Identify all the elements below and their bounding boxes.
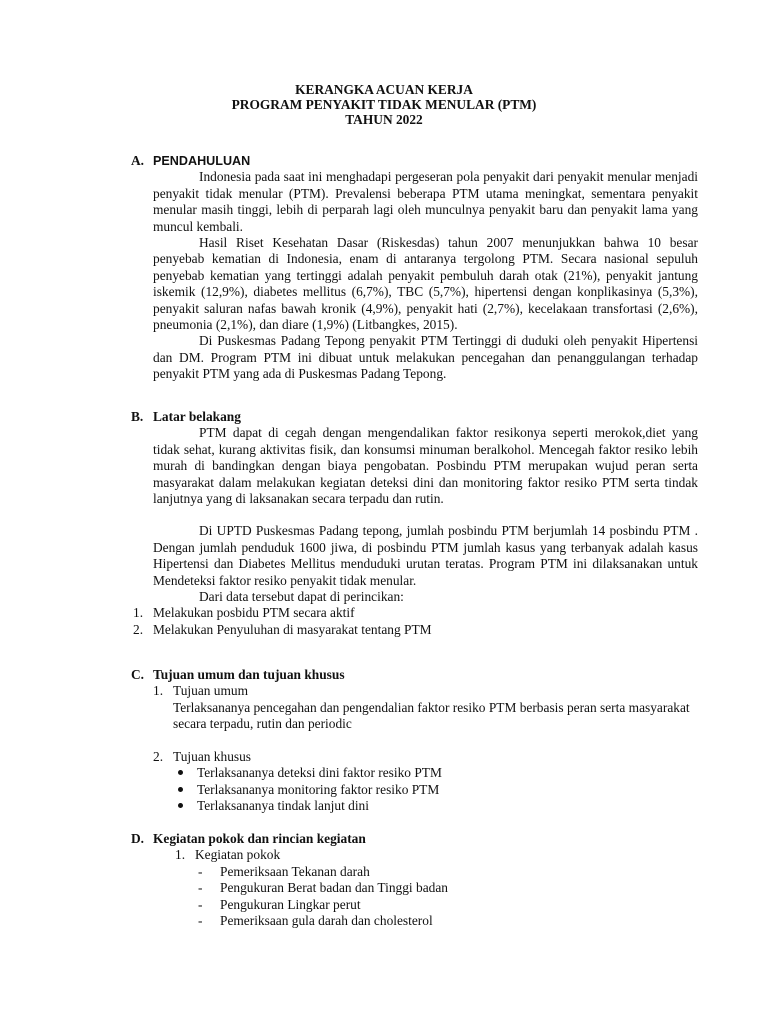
list-text: Kegiatan pokok (195, 847, 281, 863)
section-heading (133, 409, 698, 425)
list-item (133, 622, 698, 638)
dash-item (153, 864, 698, 880)
section-letter: C. (131, 667, 145, 682)
section-title: Kegiatan pokok dan rincian kegiatan (153, 831, 366, 846)
dash-item (153, 913, 698, 929)
list-number: 1. (153, 683, 164, 699)
title-line-3: TAHUN 2022 (345, 112, 423, 127)
section-pendahuluan (133, 153, 698, 383)
list-number: 1. (133, 605, 144, 621)
bullet-item (153, 798, 698, 815)
paragraph: PTM dapat di cegah dengan mengendalikan faktor resikonya seperti merokok,diet yang tidak sehat, kurang aktivitas fisik, dan konsumsi minuman beralkohol. Mencegah faktor resiko lebih murah di bandingkan dengan biaya pengobatan. Posbindu PTM merupakan wujud peran serta masyarakat dalam melakukan kegiatan deteksi dini dan monitoring faktor resiko PTM serta tindak lanjutnya yang di laksanakan secara terpadu dan rutin. (153, 425, 698, 507)
dash-item (153, 880, 698, 896)
paragraph: Di Puskesmas Padang Tepong penyakit PTM Tertinggi di duduki oleh penyakit Hipertensi dan DM. Program PTM ini dibuat untuk melakukan pencegahan dan penanggulangan terhadap penyakit PTM yang ada di Puskesmas Padang Tepong. (153, 333, 698, 382)
section-kegiatan (133, 831, 698, 929)
list-item (153, 749, 698, 765)
dash-marker: - (198, 912, 203, 928)
section-letter: A. (131, 153, 145, 168)
list-text: Melakukan posbidu PTM secara aktif (153, 605, 355, 621)
section-latar-belakang (133, 409, 698, 638)
bullet-text: Terlaksananya monitoring faktor resiko PTM (197, 781, 440, 797)
section-tujuan (133, 667, 698, 815)
title-line-2: PROGRAM PENYAKIT TIDAK MENULAR (PTM) (231, 97, 537, 112)
section-title: Tujuan umum dan tujuan khusus (153, 667, 345, 682)
paragraph: Indonesia pada saat ini menghadapi pergeseran pola penyakit dari penyakit menular menjadi penyakit tidak menular (PTM). Prevalensi beberapa PTM utama meningkat, sementara penyakit menular masih tinggi, lebih di perparah lagi oleh munculnya penyakit baru dan penyakit lama yang muncul kembali. (153, 169, 698, 234)
bullet-text: Terlaksananya deteksi dini faktor resiko PTM (197, 764, 442, 780)
dash-text: Pemeriksaan gula darah dan cholesterol (220, 912, 433, 928)
list-text: Melakukan Penyuluhan di masyarakat tentang PTM (153, 621, 432, 637)
bullet-text: Terlaksananya tindak lanjut dini (197, 798, 369, 814)
document-title (0, 82, 768, 127)
list-item (133, 605, 698, 621)
dash-item (153, 897, 698, 913)
list-number: 1. (175, 847, 186, 863)
list-text: Tujuan khusus (173, 748, 252, 764)
section-heading (133, 831, 698, 847)
dash-marker: - (198, 880, 203, 896)
list-number: 2. (133, 621, 144, 637)
dash-marker: - (198, 863, 203, 879)
bullet-icon (178, 803, 183, 808)
section-letter: D. (131, 831, 145, 846)
bullet-item (153, 765, 698, 782)
bullet-item (153, 782, 698, 799)
list-text: Tujuan umum (173, 683, 249, 699)
dash-text: Pengukuran Berat badan dan Tinggi badan (220, 880, 448, 896)
dash-text: Pemeriksaan Tekanan darah (220, 863, 370, 879)
title-line-1: KERANGKA ACUAN KERJA (295, 82, 473, 97)
paragraph: Di UPTD Puskesmas Padang tepong, jumlah posbindu PTM berjumlah 14 posbindu PTM . Dengan jumlah penduduk 1600 jiwa, di posbindu PTM jumlah kasus yang terbanyak adalah kasus Hipertensi dan Diabetes Mellitus menduduki urutan teratas. Program PTM ini dilaksanakan untuk Mendeteksi faktor resiko penyakit tidak menular. (153, 523, 698, 588)
section-title: Latar belakang (153, 409, 241, 424)
section-heading (133, 153, 698, 169)
bullet-icon (178, 770, 183, 775)
list-item (153, 683, 698, 699)
section-letter: B. (131, 409, 144, 424)
list-number: 2. (153, 748, 164, 764)
bullet-icon (178, 787, 183, 792)
dash-text: Pengukuran Lingkar perut (220, 896, 361, 912)
list-item (175, 847, 698, 863)
paragraph: Dari data tersebut dapat di perincikan: (199, 589, 404, 605)
tujuan-umum-text: Terlaksananya pencegahan dan pengendalian faktor resiko PTM berbasis peran serta masyarakat secara terpadu, rutin dan periodic (173, 699, 690, 732)
paragraph: Hasil Riset Kesehatan Dasar (Riskesdas) tahun 2007 menunjukkan bahwa 10 besar penyebab kematian di Indonesia, enam di antaranya tergolong PTM. Secara nasional sepuluh penyebab kematian yang tertinggi adalah penyakit pembuluh darah otak (21%), penyakit jantung iskemik (12,9%), diabetes mellitus (6,7%), TBC (5,7%), hipertensi dengan konplikasinya (5,3%), penyakit saluran nafas bawah kronik (4,9%), penyakit hati (2,7%), kecelakaan transfortasi (2,6%), pneumonia (2,1%), dan diare (1,9%) (Litbangkes, 2015). (153, 235, 698, 333)
dash-marker: - (198, 896, 203, 912)
section-heading (133, 667, 698, 683)
section-title: PENDAHULUAN (153, 154, 251, 168)
